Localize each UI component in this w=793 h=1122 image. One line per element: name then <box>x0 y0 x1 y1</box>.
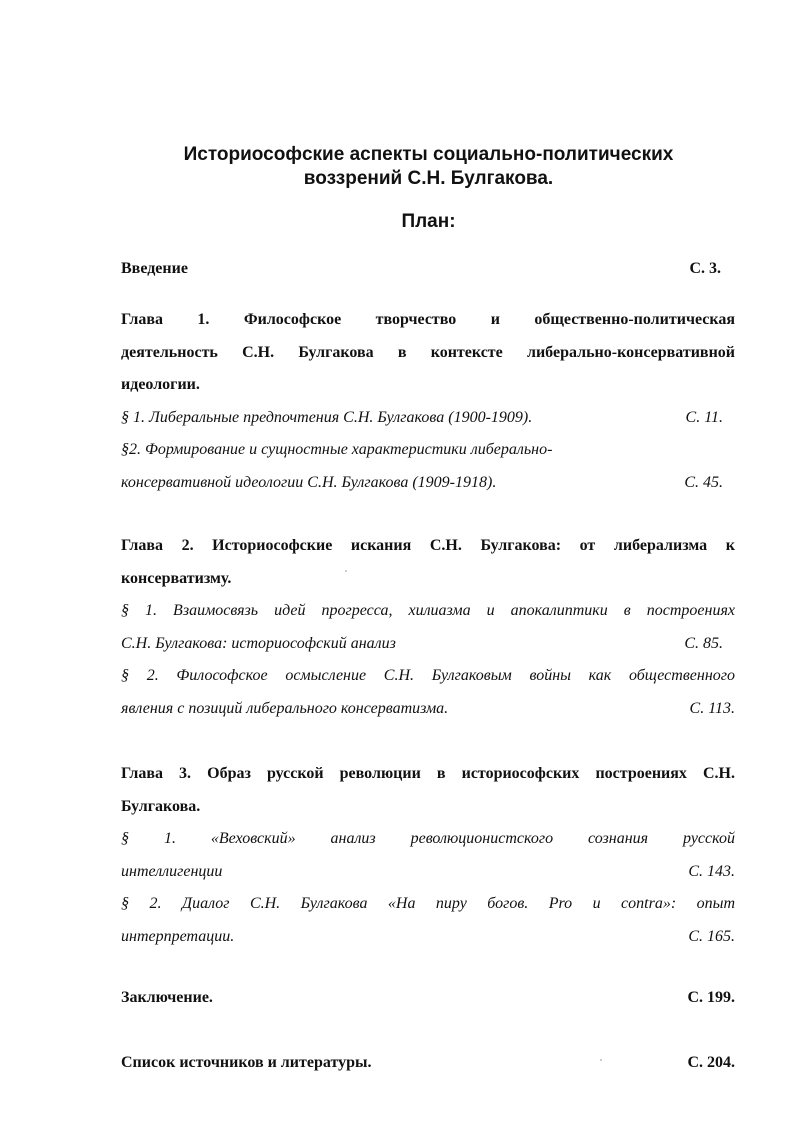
toc-sources-label: Список источников и литературы. <box>121 1054 372 1071</box>
toc-section-3-1 <box>121 856 735 889</box>
toc-section-2-1 <box>121 628 735 661</box>
toc-chapter-2 <box>121 530 735 725</box>
section-2-2-text-line: § 2. Философское осмысление С.Н. Булгаковым войны как общественного <box>121 667 735 684</box>
section-1-2-text-line: консервативной идеологии С.Н. Булгакова (1909-1918). <box>121 473 497 491</box>
chapter-3-heading-line: Булгакова. <box>121 797 201 815</box>
section-1-1-page: С. 11. <box>685 408 723 426</box>
plan-heading: План: <box>401 211 456 232</box>
section-3-2-text-line: § 2. Диалог С.Н. Булгакова «На пиру богов. Pro и contra»: опыт <box>121 895 735 912</box>
toc-chapter-3 <box>121 758 735 953</box>
section-2-1-text-line: С.Н. Булгакова: историософский анализ <box>121 634 396 652</box>
toc-entry-sources <box>121 1047 735 1080</box>
chapter-1-heading-line: деятельность С.Н. Булгакова в контексте либерально-консервативной <box>121 343 735 361</box>
toc-introduction-page: С. 3. <box>689 260 721 277</box>
toc-conclusion-label: Заключение. <box>121 989 213 1006</box>
section-3-1-page: С. 143. <box>688 862 735 880</box>
document-title-line-2: воззрений С.Н. Булгакова. <box>303 168 554 189</box>
toc-conclusion-page: С. 199. <box>687 989 735 1006</box>
section-3-1-text-line: § 1. «Веховский» анализ революционистского сознания русской <box>121 830 735 847</box>
section-1-1-text: § 1. Либеральные предпочтения С.Н. Булгакова (1900-1909). <box>121 408 533 426</box>
toc-introduction-label: Введение <box>121 260 188 277</box>
toc-section-1-2 <box>121 467 735 500</box>
toc-section-3-2 <box>121 921 735 954</box>
chapter-2-heading-line: консерватизму. <box>121 569 232 587</box>
section-3-2-page: С. 165. <box>688 927 735 945</box>
section-2-1-text-line: § 1. Взаимосвязь идей прогресса, хилиазма и апокалиптики в построениях <box>121 602 735 619</box>
toc-section-2-2 <box>121 693 735 726</box>
section-1-2-text-line: §2. Формирование и сущностные характеристики либерально- <box>121 441 553 458</box>
section-2-2-page: С. 113. <box>689 699 735 717</box>
section-3-1-text-line: интеллигенции <box>121 862 223 880</box>
toc-entry-introduction <box>121 253 735 286</box>
toc-section-1-1 <box>121 402 735 435</box>
toc-chapter-1 <box>121 304 735 499</box>
document-title-line-1: Историософские аспекты социально-политических <box>183 144 674 165</box>
section-1-2-page: С. 45. <box>684 473 723 491</box>
toc-sources-page: С. 204. <box>687 1054 735 1071</box>
section-3-2-text-line: интерпретации. <box>121 927 235 945</box>
scan-speck <box>600 1059 602 1061</box>
toc-entry-conclusion <box>121 982 735 1015</box>
chapter-2-heading-line: Глава 2. Историософские искания С.Н. Булгакова: от либерализма к <box>121 537 735 554</box>
chapter-3-heading-line: Глава 3. Образ русской революции в историософских построениях С.Н. <box>121 765 735 782</box>
section-2-1-page: С. 85. <box>684 634 723 652</box>
scan-speck <box>345 570 347 572</box>
chapter-1-heading-line: идеологии. <box>121 376 200 393</box>
section-2-2-text-line: явления с позиций либерального консерватизма. <box>121 699 449 717</box>
chapter-1-heading-line: Глава 1. Философское творчество и общественно-политическая <box>121 311 735 328</box>
